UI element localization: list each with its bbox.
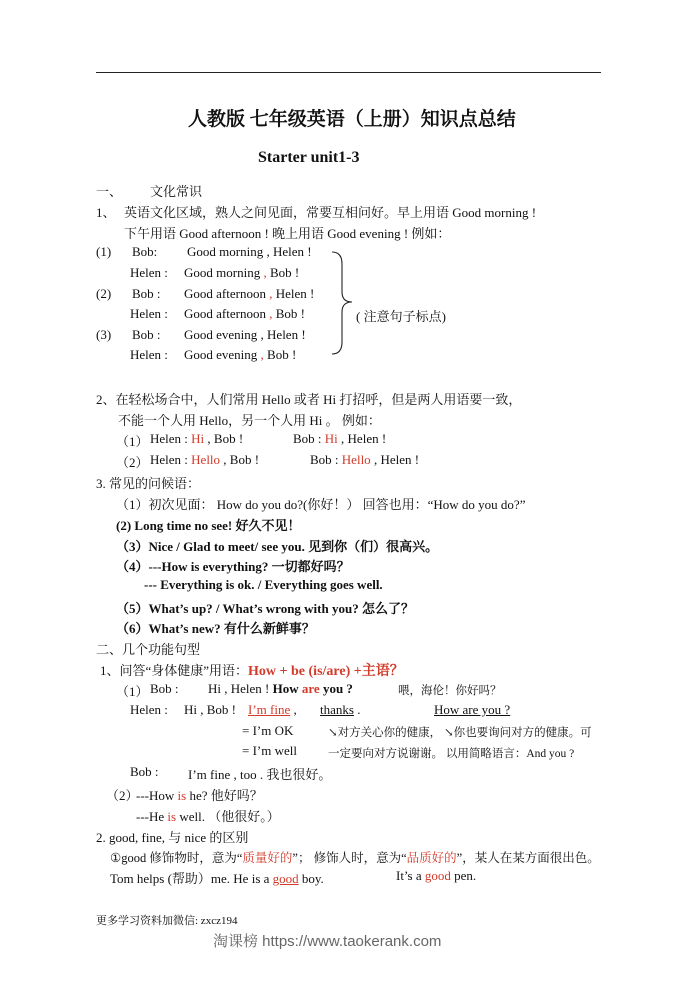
- sub2-number: （2）: [106, 788, 139, 803]
- dialog2-line-b: Good afternoon , Bob !: [184, 306, 305, 321]
- dialog1-line-b: Good morning , Bob !: [184, 265, 300, 280]
- greeting-2: (2) Long time no see! 好久不见！: [116, 518, 301, 533]
- reply1-translation: 喂，海伦！你好吗？: [398, 685, 502, 697]
- sub2-question: ---How is he? 他好吗？: [136, 788, 263, 803]
- reply5-line: I’m fine , too . 我也很好。: [188, 767, 332, 782]
- para1-number: 1、: [96, 205, 116, 220]
- alt-ok: = I’m OK: [242, 723, 294, 738]
- alt-well-note: 一定要向对方说谢谢。 以用简略语言：And you ?: [328, 748, 575, 760]
- section1-heading: 文化常识: [150, 184, 203, 199]
- footer-note: 更多学习资料加微信: zxcz194: [96, 915, 238, 927]
- dialog1-speaker-a: Bob:: [132, 244, 158, 259]
- reply1-line: Hi , Helen ! How are you ?: [208, 681, 353, 696]
- dialog1-line-a: Good morning , Helen !: [187, 244, 312, 259]
- reply1-number: （1）: [116, 684, 149, 699]
- para1-line2: 下午用语 Good afternoon ! 晚上用语 Good evening ! 例如：: [124, 226, 451, 241]
- question2: 2. good, fine, 与 nice 的区别: [96, 830, 249, 845]
- example2-line-a: Helen : Hello , Bob !: [150, 452, 260, 467]
- dialog2-speaker-b: Helen :: [130, 306, 168, 321]
- example1-line-a: Helen : Hi , Bob !: [150, 431, 244, 446]
- dialog3-number: (3): [96, 327, 112, 342]
- para2-line2: 不能一个人用 Hello，另一个人用 Hi 。 例如：: [118, 413, 381, 428]
- good-definition: ①good 修饰物时，意为“质量好的”； 修饰人时，意为“品质好的”，某人在某方面很出色。: [110, 851, 600, 865]
- para3-heading: 3. 常见的问候语：: [96, 476, 201, 491]
- example2-number: （2）: [116, 455, 149, 470]
- reply2-greeting: Hi , Bob !: [184, 702, 236, 717]
- alt-ok-note: ↘对方关心你的健康， ↘你也要询问对方的健康。可: [328, 727, 592, 739]
- sub2-answer: ---He is well. （他很好。）: [136, 809, 280, 824]
- section2-heading: 二、几个功能句型: [96, 642, 201, 657]
- example1-line-b: Bob : Hi , Helen !: [293, 431, 387, 446]
- dialog3-line-a: Good evening , Helen !: [184, 327, 306, 342]
- greeting-6: （6）What’s new? 有什么新鲜事？: [116, 621, 315, 636]
- greeting-5: （5）What’s up? / What’s wrong with you? 怎么了？: [116, 601, 414, 616]
- dialog1-speaker-b: Helen :: [130, 265, 168, 280]
- dialog2-speaker-a: Bob :: [132, 286, 161, 301]
- punctuation-note: ( 注意句子标点): [356, 309, 446, 324]
- reply2-thanks: thanks .: [320, 702, 361, 717]
- greeting-4: （4）---How is everything? 一切都好吗？: [116, 559, 350, 574]
- greeting-3: （3）Nice / Glad to meet/ see you. 见到你（们）很高兴。: [116, 539, 439, 554]
- page-subtitle: Starter unit1-3: [258, 149, 360, 166]
- dialog3-line-b: Good evening , Bob !: [184, 347, 297, 362]
- para2-line1: 2、在轻松场合中，人们常用 Hello 或者 Hi 打招呼，但是两人用语要一致，: [96, 392, 522, 407]
- dialog1-number: (1): [96, 244, 112, 259]
- reply2-how-are-you: How are you ?: [434, 702, 511, 717]
- question1: 1、问答“身体健康”用语：How + be (is/are) +主语？: [100, 663, 404, 679]
- example1-number: （1）: [116, 434, 149, 449]
- right-brace-icon: [330, 250, 360, 355]
- dialog2-number: (2): [96, 286, 112, 301]
- section1-number: 一、: [96, 184, 123, 199]
- good-example-1: Tom helps (帮助）me. He is a good boy.: [110, 871, 324, 886]
- good-example-2: It’s a good pen.: [396, 868, 477, 883]
- greeting-4-answer: --- Everything is ok. / Everything goes well.: [144, 577, 383, 592]
- reply1-speaker: Bob :: [150, 681, 179, 696]
- top-rule: [96, 72, 601, 73]
- dialog3-speaker-a: Bob :: [132, 327, 161, 342]
- dialog2-line-a: Good afternoon , Helen !: [184, 286, 315, 301]
- page-title: 人教版 七年级英语（上册）知识点总结: [188, 109, 516, 130]
- reply2-fine: I’m fine ,: [248, 702, 297, 717]
- reply5-speaker: Bob :: [130, 764, 159, 779]
- reply2-speaker: Helen :: [130, 702, 168, 717]
- watermark: 淘课榜 https://www.taokerank.com: [213, 933, 442, 950]
- dialog3-speaker-b: Helen :: [130, 347, 168, 362]
- greeting-1: （1）初次见面： How do you do?(你好！） 回答也用：“How do you do?”: [116, 497, 526, 512]
- alt-well: = I’m well: [242, 743, 297, 758]
- example2-line-b: Bob : Hello , Helen !: [310, 452, 420, 467]
- para1-line1: 英语文化区域，熟人之间见面，常要互相问好。早上用语 Good morning !: [124, 205, 537, 220]
